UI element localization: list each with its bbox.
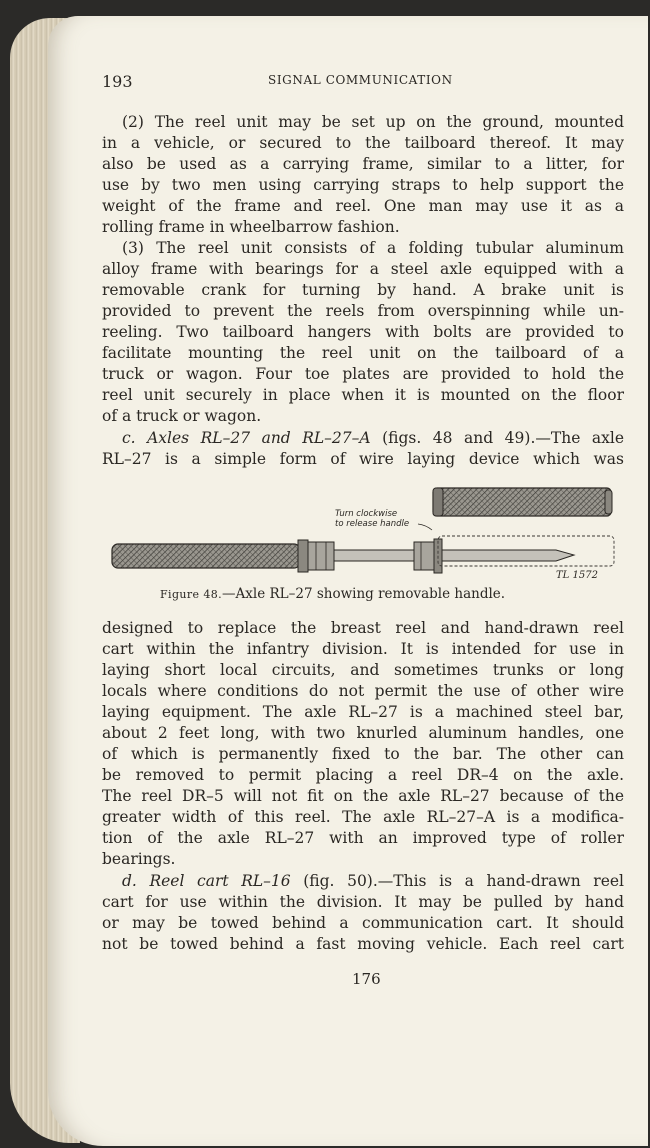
body-line: laying short local circuits, and sometimes trunks or long (102, 661, 624, 679)
body-line: locals where conditions do not permit the use of other wire (102, 682, 624, 700)
body-line: The reel DR–5 will not fit on the axle RL–27 because of the (102, 787, 624, 805)
caption-label: Figure 48. (160, 588, 223, 601)
figure-caption (160, 586, 505, 602)
section-c-line-1 (102, 428, 624, 449)
steel-bar (334, 550, 418, 561)
body-line: cart for use within the division. It may be pulled by hand (102, 893, 624, 911)
body-line: reel unit securely in place when it is mounted on the floor (102, 386, 624, 404)
removable-handle (433, 488, 612, 516)
body-line: greater width of this reel. The axle RL–27–A is a modifica- (102, 808, 624, 826)
body-line: of which is permanently fixed to the bar. The other can (102, 745, 624, 763)
body-line: also be used as a carrying frame, similar to a litter, for (102, 155, 624, 173)
body-line: alloy frame with bearings for a steel axle equipped with a (102, 260, 624, 278)
section-c-rest: (figs. 48 and 49).—The axle (370, 429, 624, 447)
hex-nut (308, 542, 334, 570)
section-c-heading: c. Axles RL–27 and RL–27–A (122, 429, 371, 447)
page-header (102, 72, 624, 94)
bearing-collar (414, 542, 434, 570)
body-line: (2) The reel unit may be set up on the ground, mounted (122, 113, 624, 131)
header-page-number: 193 (102, 72, 133, 91)
body-line: about 2 feet long, with two knurled aluminum handles, one (102, 724, 624, 742)
section-d-rest: (fig. 50).—This is a hand-drawn reel (290, 872, 624, 890)
body-line: use by two men using carrying straps to help support the (102, 176, 624, 194)
fixed-handle (112, 544, 300, 568)
body-line: in a vehicle, or secured to the tailboard thereof. It may (102, 134, 624, 152)
body-line: reeling. Two tailboard hangers with bolts are provided to (102, 323, 624, 341)
footer-page-number: 176 (352, 970, 381, 988)
body-line: bearings. (102, 850, 176, 868)
section-d-heading: d. Reel cart RL–16 (122, 872, 291, 890)
body-line: provided to prevent the reels from overspinning while un- (102, 302, 624, 320)
body-line: of a truck or wagon. (102, 407, 262, 425)
body-line: be removed to permit placing a reel DR–4 on the axle. (102, 766, 624, 784)
body-line: truck or wagon. Four toe plates are provided to hold the (102, 365, 624, 383)
body-line: weight of the frame and reel. One man may use it as a (102, 197, 624, 215)
body-line: laying equipment. The axle RL–27 is a machined steel bar, (102, 703, 624, 721)
running-head: SIGNAL COMMUNICATION (268, 73, 453, 87)
body-line: (3) The reel unit consists of a folding tubular aluminum (122, 239, 624, 257)
bar-tip (442, 550, 574, 561)
body-line: not be towed behind a fast moving vehicle. Each reel cart (102, 935, 624, 953)
figure-annotation-line-2: to release handle (335, 519, 410, 529)
body-line: tion of the axle RL–27 with an improved type of roller (102, 829, 624, 847)
collar (298, 540, 308, 572)
axle-illustration (108, 484, 618, 580)
body-line: rolling frame in wheelbarrow fashion. (102, 218, 400, 236)
figure-annotation-line-1: Turn clockwise (335, 509, 398, 519)
section-d-line-1 (102, 871, 624, 892)
body-line: removable crank for turning by hand. A brake unit is (102, 281, 624, 299)
tl-number: TL 1572 (556, 570, 598, 580)
body-line: cart within the infantry division. It is intended for use in (102, 640, 624, 658)
caption-text: —Axle RL–27 showing removable handle. (222, 586, 506, 602)
annotation-arrow (418, 524, 432, 530)
body-line: RL–27 is a simple form of wire laying device which was (102, 450, 624, 468)
body-line: or may be towed behind a communication cart. It should (102, 914, 624, 932)
body-line: designed to replace the breast reel and hand-drawn reel (102, 619, 624, 637)
body-line: facilitate mounting the reel unit on the tailboard of a (102, 344, 624, 362)
